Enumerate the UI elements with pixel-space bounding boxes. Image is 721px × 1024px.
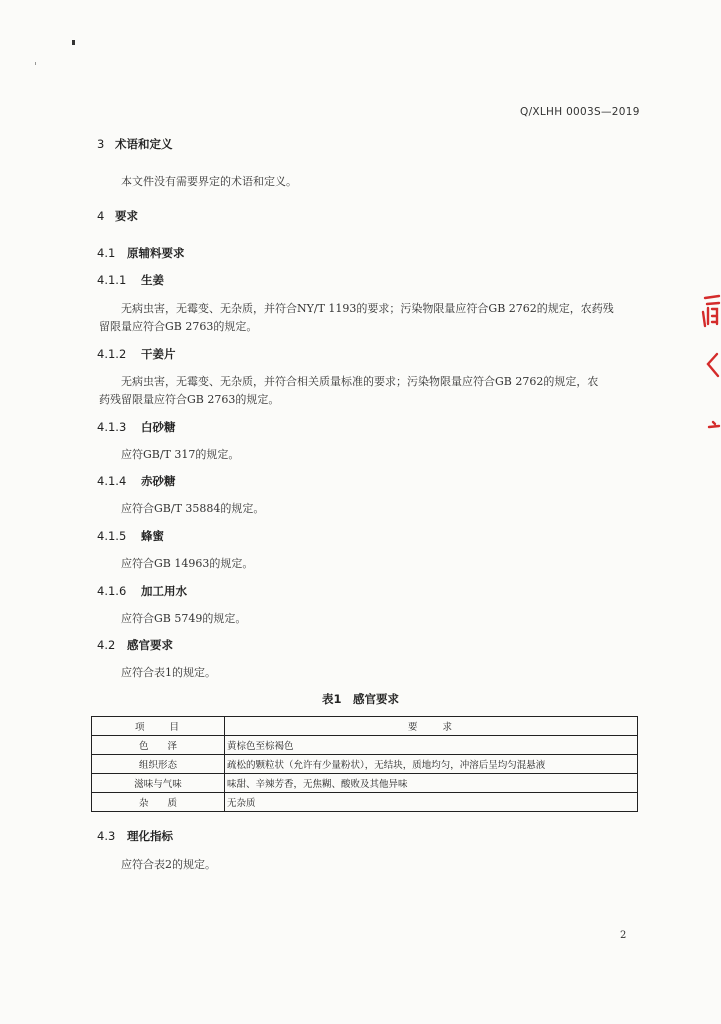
section-4-1-4-heading [97,473,176,489]
requirement-cell: 黄棕色至棕褐色 [225,736,638,755]
section-4-1-1-body-line-2: 留限量应符合GB 2763的规定。 [99,320,258,333]
section-title: 原辅料要求 [127,246,185,260]
section-4-3-heading [97,828,173,844]
section-title: 理化指标 [127,829,173,843]
section-4-1-2-body-line-2: 药残留限量应符合GB 2763的规定。 [99,393,280,406]
section-number: 4.1 [97,246,116,260]
table-row [92,755,638,774]
section-4-1-5-heading [97,528,164,544]
item-cell: 色 泽 [92,736,225,755]
section-4-heading [97,208,138,224]
requirement-cell: 疏松的颗粒状（允许有少量粉状），无结块，质地均匀，冲溶后呈均匀混悬液 [225,755,638,774]
section-3-body: 本文件没有需要界定的术语和定义。 [121,175,297,188]
section-4-1-6-body: 应符合GB 5749的规定。 [121,612,247,625]
section-4-3-body: 应符合表2的规定。 [121,858,216,871]
table-1-caption: 表1 感官要求 [321,692,399,706]
section-4-1-1-heading [97,272,164,288]
section-title: 赤砂糖 [141,474,176,488]
table-header-row [92,717,638,736]
section-title: 要求 [115,209,138,223]
table-row [92,736,638,755]
section-4-1-2-heading [97,346,176,362]
section-title: 术语和定义 [115,137,173,151]
section-title: 生姜 [141,273,164,287]
section-4-1-4-body: 应符合GB/T 35884的规定。 [121,502,265,515]
section-number: 3 [97,137,105,151]
red-stamp-fragment [699,290,721,440]
section-number: 4.2 [97,638,116,652]
section-title: 加工用水 [141,584,187,598]
section-title: 感官要求 [127,638,173,652]
item-cell: 滋味与气味 [92,774,225,793]
section-number: 4.1.3 [97,420,127,434]
scan-speck [72,40,75,45]
section-title: 干姜片 [141,347,176,361]
section-4-1-5-body: 应符合GB 14963的规定。 [121,557,254,570]
item-cell: 组织形态 [92,755,225,774]
section-4-1-3-heading [97,419,176,435]
section-title: 蜂蜜 [141,529,164,543]
section-number: 4.1.1 [97,273,127,287]
section-4-1-3-body: 应符GB/T 317的规定。 [121,448,240,461]
section-number: 4.1.4 [97,474,127,488]
section-4-1-2-body-line-1: 无病虫害，无霉变、无杂质，并符合相关质量标准的要求；污染物限量应符合GB 2762的规定，农 [121,375,599,388]
section-number: 4.3 [97,829,116,843]
section-number: 4.1.5 [97,529,127,543]
section-number: 4.1.2 [97,347,127,361]
table-row [92,774,638,793]
section-number: 4 [97,209,105,223]
section-3-heading [97,136,173,152]
scan-speck [35,62,36,65]
section-4-1-1-body-line-1: 无病虫害，无霉变、无杂质，并符合NY/T 1193的要求；污染物限量应符合GB 2762的规定，农药残 [121,302,614,315]
section-4-1-6-heading [97,583,187,599]
section-4-2-heading [97,637,173,653]
sensory-requirements-table [91,716,638,812]
requirement-cell: 味甜、辛辣芳香，无焦糊、酸败及其他异味 [225,774,638,793]
table-row [92,793,638,812]
section-4-2-body: 应符合表1的规定。 [121,666,216,679]
document-number: Q/XLHH 0003S—2019 [520,106,640,118]
section-title: 白砂糖 [141,420,176,434]
requirement-cell: 无杂质 [225,793,638,812]
page-number: 2 [620,930,627,941]
column-header-requirement: 要 求 [225,717,638,736]
section-number: 4.1.6 [97,584,127,598]
column-header-item: 项 目 [92,717,225,736]
item-cell: 杂 质 [92,793,225,812]
section-4-1-heading [97,245,185,261]
